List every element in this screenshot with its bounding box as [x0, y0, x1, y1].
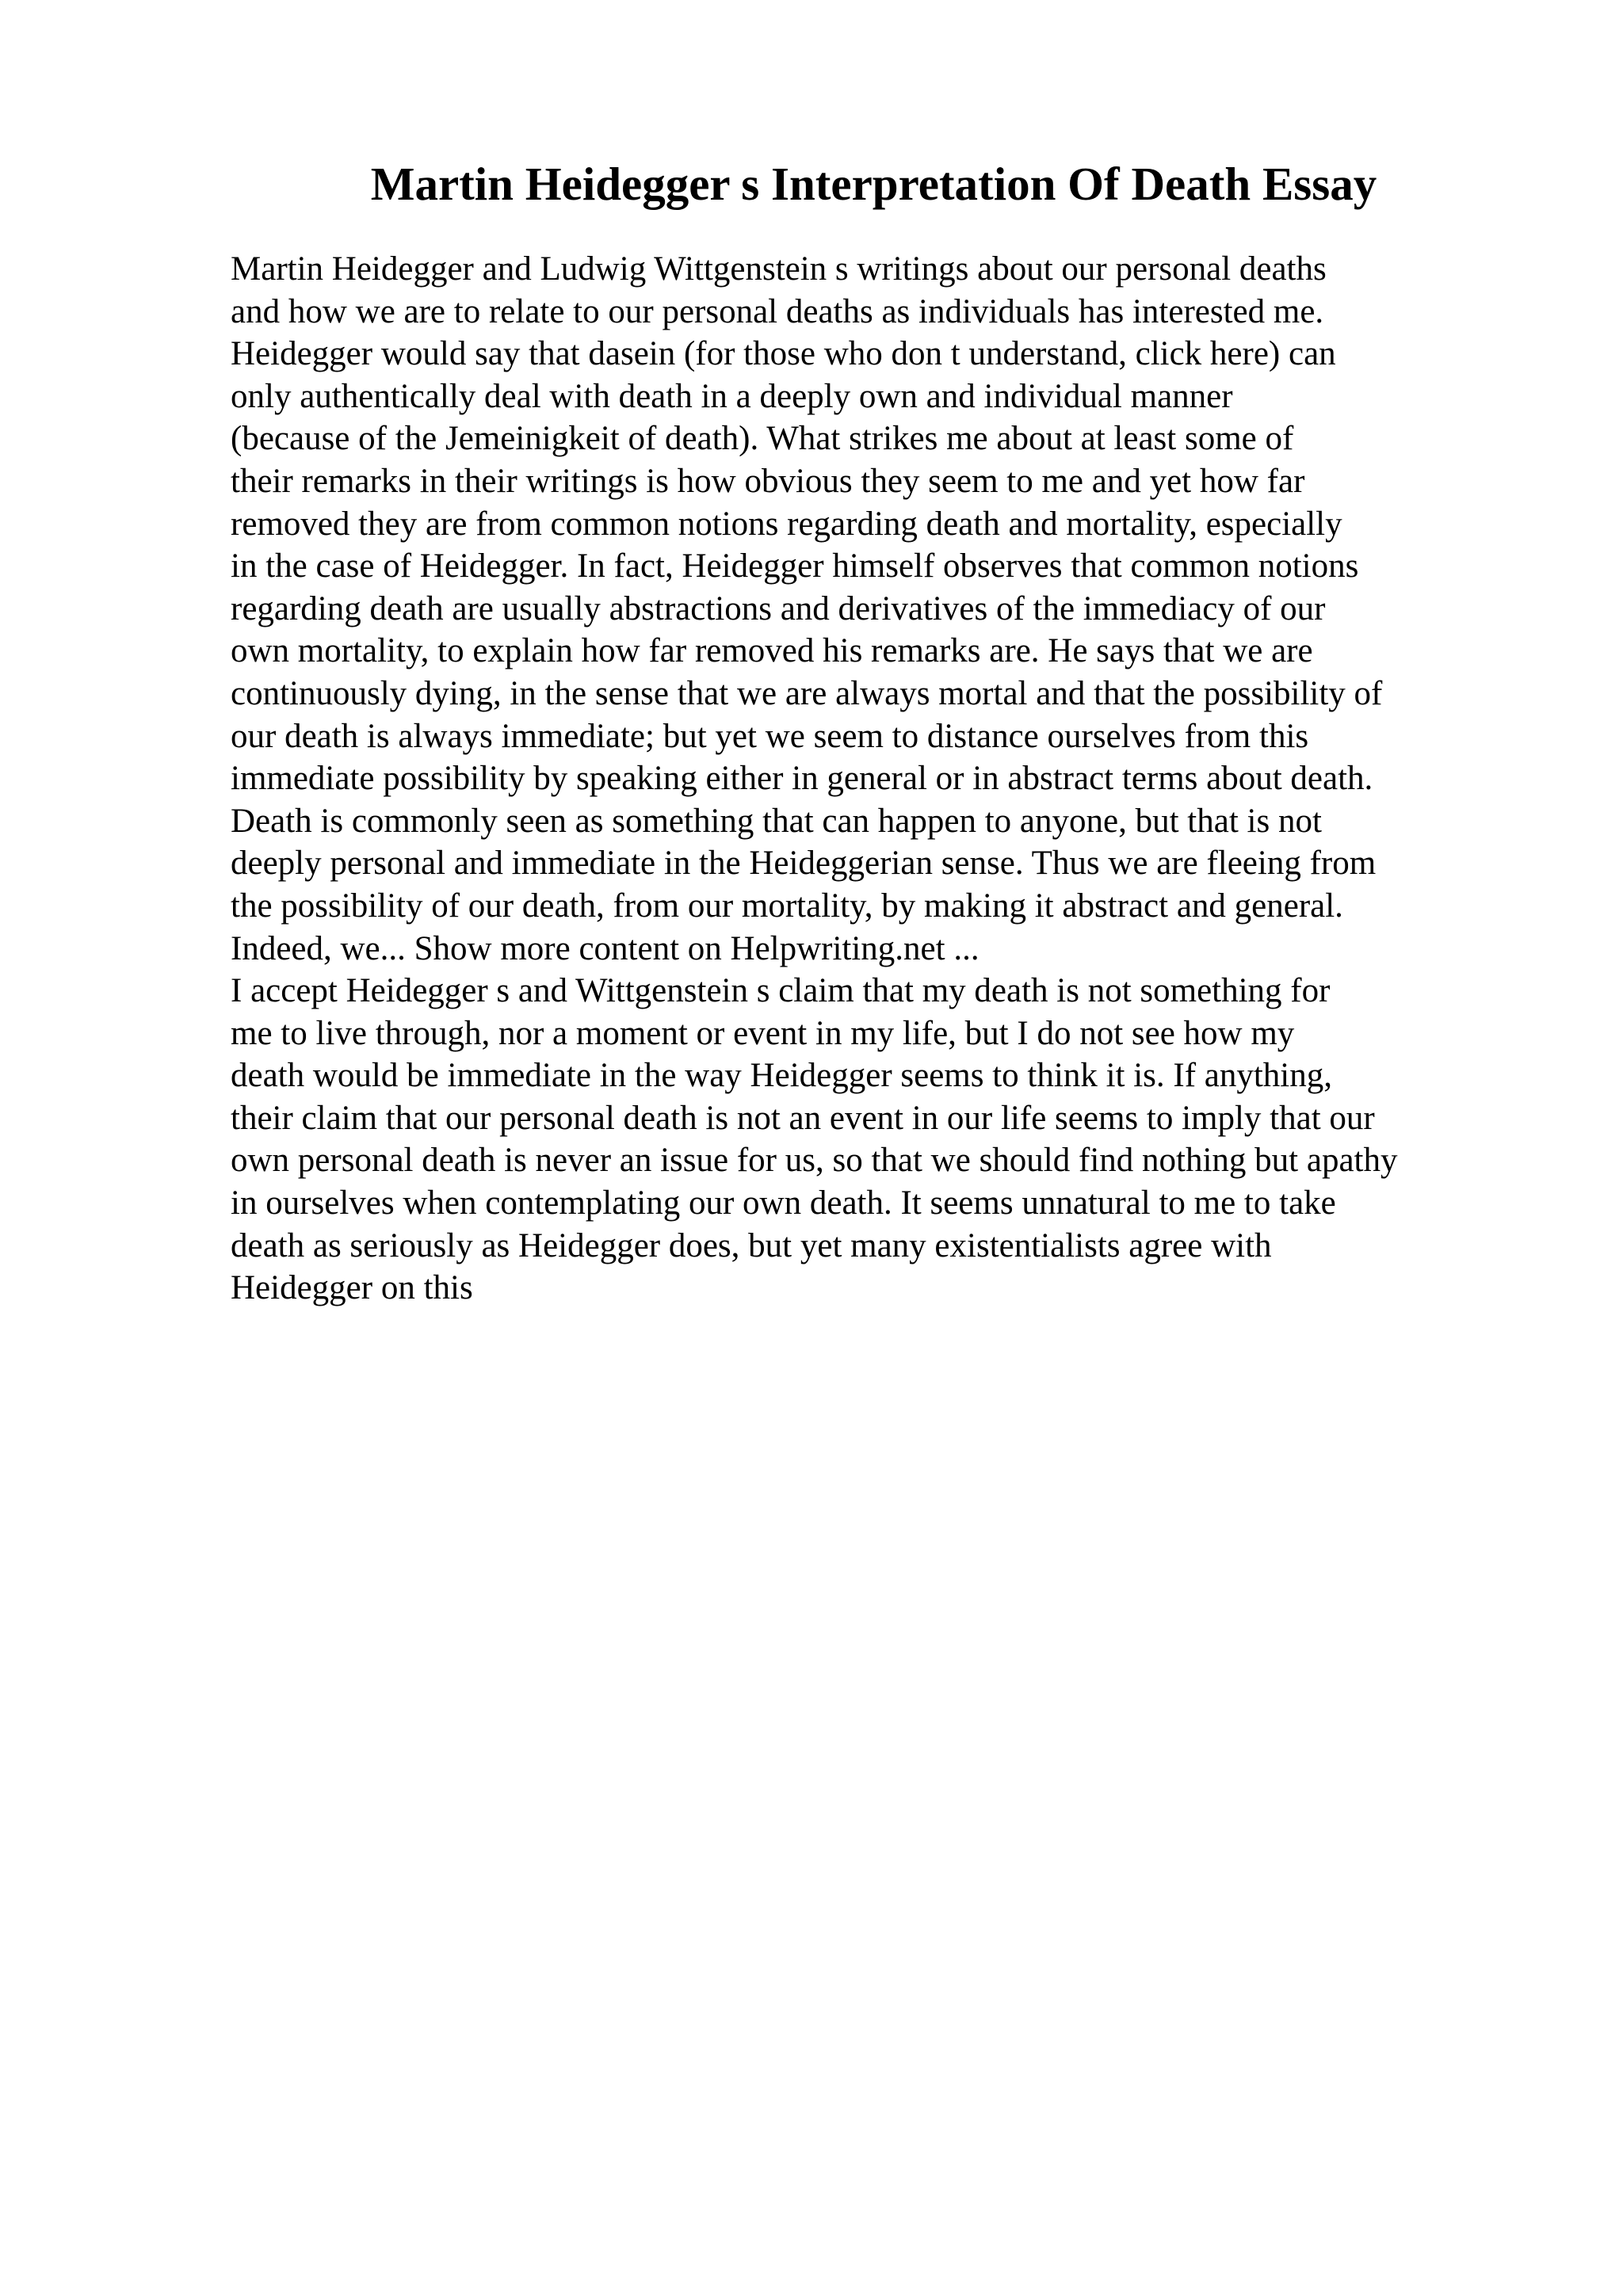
body-line: their remarks in their writings is how obvious they seem to me and yet how far — [231, 462, 1305, 500]
body-line: deeply personal and immediate in the Heideggerian sense. Thus we are fleeing from — [231, 845, 1377, 883]
body-line: in ourselves when contemplating our own death. It seems unnatural to me to take — [231, 1184, 1336, 1222]
body-line: removed they are from common notions regarding death and mortality, especially — [231, 505, 1342, 543]
body-line: I accept Heidegger s and Wittgenstein s claim that my death is not something for — [231, 972, 1331, 1010]
body-line: the possibility of our death, from our mortality, by making it abstract and general. — [231, 887, 1343, 925]
body-line: me to live through, nor a moment or event in my life, but I do not see how my — [231, 1014, 1295, 1052]
body-line: Heidegger would say that dasein (for those who don t understand, click here) can — [231, 335, 1336, 373]
body-line: Indeed, we... Show more content on Helpwriting.net ... — [231, 929, 980, 967]
body-line: regarding death are usually abstractions and derivatives of the immediacy of our — [231, 589, 1326, 627]
body-line: and how we are to relate to our personal deaths as individuals has interested me. — [231, 292, 1324, 330]
body-line: death as seriously as Heidegger does, but yet many existentialists agree with — [231, 1226, 1272, 1264]
body-line: Heidegger on this — [231, 1269, 473, 1307]
body-line: immediate possibility by speaking either in general or in abstract terms about death. — [231, 760, 1373, 798]
body-line: continuously dying, in the sense that we are always mortal and that the possibility of — [231, 674, 1383, 712]
body-line: their claim that our personal death is not an event in our life seems to imply that our — [231, 1099, 1375, 1137]
document-title: Martin Heidegger s Interpretation Of Death Essay — [370, 158, 1377, 210]
body-line: death would be immediate in the way Heidegger seems to think it is. If anything, — [231, 1057, 1333, 1095]
document-body — [231, 248, 1610, 1310]
body-line: Martin Heidegger and Ludwig Wittgenstein s writings about our personal deaths — [231, 250, 1327, 288]
body-line: only authentically deal with death in a deeply own and individual manner — [231, 377, 1233, 415]
body-line: own mortality, to explain how far removed his remarks are. He says that we are — [231, 632, 1313, 670]
body-line: Death is commonly seen as something that can happen to anyone, but that is not — [231, 802, 1322, 840]
body-line: (because of the Jemeinigkeit of death). What strikes me about at least some of — [231, 420, 1294, 458]
body-line: own personal death is never an issue for us, so that we should find nothing but apathy — [231, 1142, 1398, 1180]
body-line: in the case of Heidegger. In fact, Heidegger himself observes that common notions — [231, 547, 1359, 585]
body-line: our death is always immediate; but yet we seem to distance ourselves from this — [231, 717, 1309, 755]
